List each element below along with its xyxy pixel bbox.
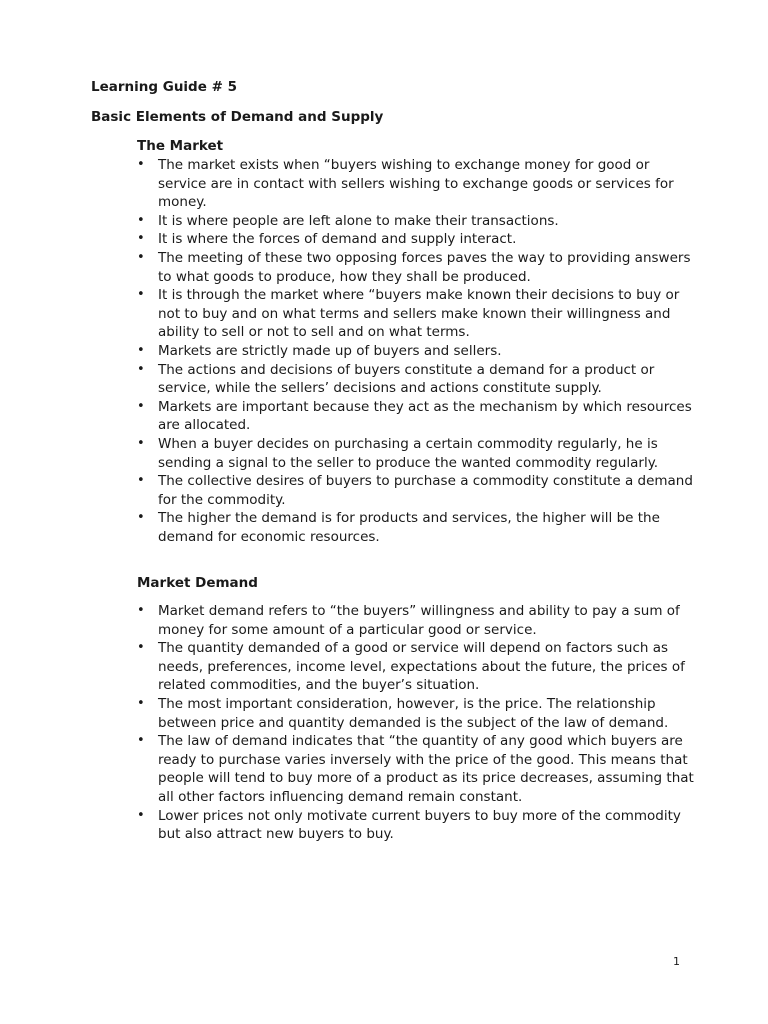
list-item: • It is through the market where “buyers make known their decisions to buy or not to buy and on what terms and sellers make known their willingness and ability to sell or not to sell and on what terms. [137, 286, 697, 342]
list-item: • When a buyer decides on purchasing a certain commodity regularly, he is sending a signal to the seller to produce the wanted commodity regularly. [137, 435, 697, 472]
list-item: • Markets are important because they act as the mechanism by which resources are allocated. [137, 398, 697, 435]
bullet-list [137, 602, 697, 844]
list-item: • It is where the forces of demand and supply interact. [137, 230, 697, 249]
list-item: • It is where people are left alone to make their transactions. [137, 212, 697, 231]
list-item: • The most important consideration, however, is the price. The relationship between price and quantity demanded is the subject of the law of demand. [137, 695, 697, 732]
list-item: • The actions and decisions of buyers constitute a demand for a product or service, while the sellers’ decisions and actions constitute supply. [137, 361, 697, 398]
section-the-market [137, 137, 697, 546]
list-item: • The law of demand indicates that “the quantity of any good which buyers are ready to purchase varies inversely with the price of the good. This means that people will tend to buy more of a product as its price decreases, assuming that all other factors influencing demand remain constant. [137, 732, 697, 806]
section-heading: The Market [137, 138, 224, 154]
list-item: • The market exists when “buyers wishing to exchange money for good or service are in contact with sellers wishing to exchange goods or services for money. [137, 156, 697, 212]
list-item: • The quantity demanded of a good or service will depend on factors such as needs, preferences, income level, expectations about the future, the prices of related commodities, and the buyer’s situation. [137, 639, 697, 695]
section-market-demand [137, 574, 697, 844]
page-number: 1 [673, 955, 680, 968]
section-heading: Market Demand [137, 575, 258, 591]
list-item: • The meeting of these two opposing forces paves the way to providing answers to what goods to produce, how they shall be produced. [137, 249, 697, 286]
list-item: • The higher the demand is for products and services, the higher will be the demand for economic resources. [137, 509, 697, 546]
bullet-list [137, 156, 697, 546]
list-item: • Lower prices not only motivate current buyers to buy more of the commodity but also attract new buyers to buy. [137, 807, 697, 844]
document-title: Learning Guide # 5 [91, 79, 237, 95]
document-subtitle: Basic Elements of Demand and Supply [91, 109, 384, 125]
list-item: • The collective desires of buyers to purchase a commodity constitute a demand for the commodity. [137, 472, 697, 509]
list-item: • Market demand refers to “the buyers” willingness and ability to pay a sum of money for some amount of a particular good or service. [137, 602, 697, 639]
list-item: • Markets are strictly made up of buyers and sellers. [137, 342, 697, 361]
